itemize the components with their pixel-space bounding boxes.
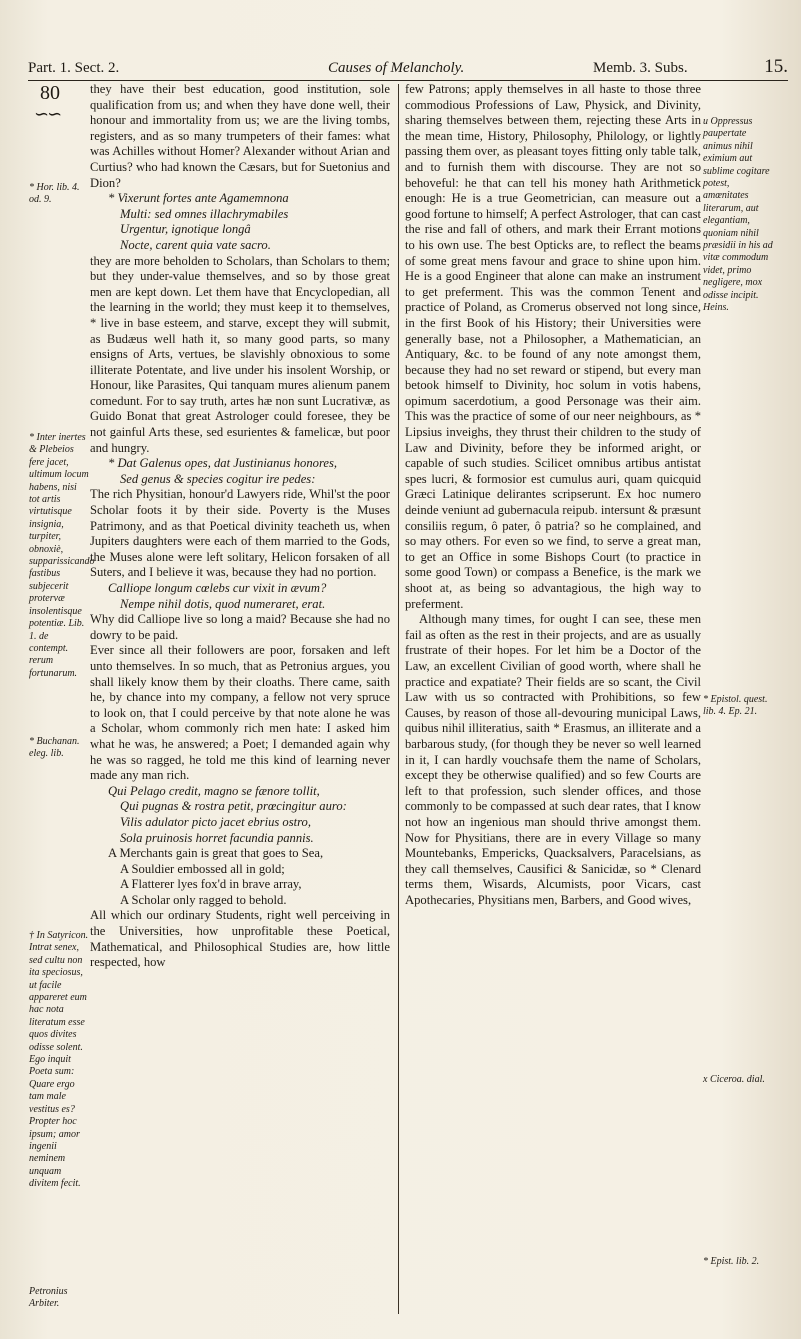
verse-line: Nocte, carent quia vate sacro. [120, 237, 271, 252]
verse-line: Nempe nihil dotis, quod numeraret, erat. [120, 596, 326, 611]
header-title: Causes of Melancholy. [328, 60, 465, 76]
verse-line: A Flatterer lyes fox'd in brave array, [120, 877, 302, 892]
verse-line: * Vixerunt fortes ante Agamemnona [108, 191, 289, 206]
verse-line: Sola pruinosis horret facundia pannis. [120, 830, 314, 845]
paragraph: The rich Physitian, honour'd Lawyers ride, Whil'st the poor Scholar foots it by their side. Poverty is the Muses Patrimony, and as that Poetical divinity teacheth us, when Jupiters daughters were each of them married to the Gods, the Muses alone were left solitary, Helicon forsaken of all Suters, and I believe it was, because they had no portion. [90, 487, 390, 580]
left-column [90, 82, 390, 971]
column-divider [398, 84, 399, 1314]
verse-line: Urgentur, ignotique longâ [120, 222, 251, 237]
paragraph: they have their best education, good institution, sole qualification from us; and when they have done well, their honour and immortality from us; we are the living tombs, registers, and as so many trumpeters of their fames: what was Achilles without Homer? Alexander without Arian and Curtius? who had known the Cæsars, but for Suetonius and Dion? [90, 82, 390, 190]
right-column [405, 82, 701, 908]
margin-note: * Inter inertes & Plebeios fere jacet, ultimum locum habens, nisi tot artis virtutisque insignia, turpiter, obnoxiè, supparissicando fastibus subjecerit protervæ insolentisque potentiæ. Lib. 1. de contempt. rerum fortunarum. [29, 432, 95, 679]
header-member: Memb. 3. Subs. [593, 60, 688, 76]
paragraph: All which our ordinary Students, right well perceiving in the Universities, how unprofitable these Poetical, Mathematical, and Philosophical Studies are, how little respected, how [90, 908, 390, 970]
margin-note: u Oppressus paupertate animus nihil eximium aut sublime cogitare potest, amœnitates literarum, aut elegantiam, quoniam nihil præsidii in his ad vitæ commodum videt, primo negligere, mox odisse incipit. Heins. [703, 116, 773, 314]
margin-note: Petronius Arbiter. [29, 1286, 68, 1310]
paragraph: they are more beholden to Scholars, than Scholars to them; but they under-value themselves, and so by those great men are kept down. Let them have that Encyclopedian, all the learning in the world; they must keep it to themselves, * live in base esteem, and starve, except they will submit, as Budæus well hath it, so many good parts, so many ensigns of Arts, vertues, be slavishly obnoxious to some illiterate Potentate, and live under his insolent Worship, or Honour, like Parasites, Qui tanquam mures alienum panem comedunt. For to say truth, artes hæ non sunt Lucrativæ, as Guido Bonat that great Astrologer could foresee, they be not gainful Arts these, sed esurientes & famelicæ, but poor and hungry. [90, 253, 390, 455]
verse-line: Calliope longum cœlebs cur vixit in ævum? [108, 581, 327, 595]
margin-note: * Hor. lib. 4. od. 9. [29, 182, 80, 206]
margin-note: x Ciceroa. dial. [703, 1074, 765, 1085]
verse-line: A Merchants gain is great that goes to Sea, [108, 846, 324, 861]
verse-line: A Scholar only ragged to behold. [120, 892, 287, 907]
section-number: 80 [40, 82, 60, 104]
paragraph: Why did Calliope live so long a maid? Because she had no dowry to be paid. [90, 612, 390, 642]
header-page-number: 15. [764, 56, 788, 77]
verse-line: Sed genus & species cogitur ire pedes: [120, 471, 316, 486]
margin-note: † In Satyricon. Intrat senex, sed cultu non ita speciosus, ut facile appareret eum hac nota literatum esse quos divites odisse solent. Ego inquit Poeta sum: Quare ergo tam male vestitus es? Propter hoc ipsum; amor ingenii neminem unquam divitem fecit. [29, 930, 89, 1190]
running-header [28, 58, 788, 81]
margin-note: * Epist. lib. 2. [703, 1256, 760, 1267]
verse-line: * Dat Galenus opes, dat Justinianus honores, [108, 456, 338, 471]
margin-note: * Buchanan. eleg. lib. [29, 736, 80, 760]
paragraph: few Patrons; apply themselves in all haste to those three commodious Professions of Law, Physick, and Divinity, sharing themselves between them, rejecting these Arts in the mean time, History, Philosophy, Philology, or lightly passing them over, as pleasant toyes fitting only table talk, and to furnish them with discourse. They are not so behoveful: he that can tell his money hath Arithmetick enough: He is a true Geometrician, can measure out a good fortune to himself; A perfect Astrologer, that can cast the rise and fall of others, and mark their Errant motions to his own use. The best Opticks are, to reflect the beams of some great mens favour and grace to shine upon him. He is a good Engineer that alone can make an instrument to get preferment. This was the common Tenent and practice of Poland, as Cromerus observed not long since, in the first Book of his History; their Universities were generally base, not a Philosopher, a Mathematician, an Antiquary, &c. to be found of any note amongst them, because they had no set reward or stipend, but every man betook himself to Divinity, hoc solum in votis habens, opimum sacerdotium, a good Personage was their aim. This was the practice of some of our neer neighbours, as * Lipsius inveighs, they thrust their children to the study of Law and Divinity, before they be informed aright, or capable of such studies. Scilicet omnibus artibus antistat spes lucri, & formosior est cumulus auri, quam quicquid Græci Latinique delirantes scripserunt. Ex hoc numero deinde veniunt ad gubernacula reipub. intersunt & præsunt consiliis regum, ô pater, ô patria? so he complained, and so may others. For even so we find, to serve a great man, to get an Office in some Bishops Court (to practice in some good Town) or compass a Benefice, is the mark we shoot at, as being so advantagious, the high way to preferment. [405, 82, 701, 611]
verse-line: Qui Pelago credit, magno se fænore tollit, [108, 783, 320, 798]
verse-line: A Souldier embossed all in gold; [120, 861, 285, 876]
paragraph: Although many times, for ought I can see, these men fail as often as the rest in their projects, and are as usually frustrate of their hopes. For let him be a Doctor of the Law, an excellent Civilian of good worth, where shall he practice and expatiate? Their fields are so scant, the Civil Law with us so contracted with Prohibitions, so few Causes, by reason of those all-devouring municipal Laws, quibus nihil illiteratius, saith * Erasmus, an illiterate and a barbarous study, (for though they be never so well learned in it, I can hardly vouchsafe them the name of Scholars, except they be otherwise qualified) and so few Courts are left to that profession, such slender offices, and those commonly to be compassed at such dear rates, that I know not how an ingenious man should thrive amongst them. Now for Physitians, there are in every Village so many Mountebanks, Empericks, Quacksalvers, Paracelsians, as they call themselves, Causifici & Sanicidæ, so * Clenard terms them, Wisards, Alcumists, poor Vicars, cast Apothecaries, Physitians men, Barbers, and Good wives, [405, 612, 701, 907]
decorative-ornament-icon: ∽∽ [34, 104, 61, 124]
verse-line: Qui pugnas & rostra petit, prœcingitur auro: [120, 799, 347, 814]
verse-line: Vilis adulator picto jacet ebrius ostro, [120, 814, 311, 829]
margin-note: * Epistol. quest. lib. 4. Ep. 21. [703, 694, 768, 718]
verse-line: Multi: sed omnes illachrymabiles [120, 206, 289, 221]
paragraph: Ever since all their followers are poor, forsaken and left unto themselves. In so much, that as Petronius argues, you shall likely know them by their cloaths. There came, saith he, by chance into my company, a fellow not very spruce to look on, that I could perceive by that note alone he was a Scholar, whom commonly rich men hate: I asked him what he was, he answered; a Poet; I demanded again why he was so ragged, he told me this kind of learning never made any man rich. [90, 643, 390, 783]
header-part: Part. 1. Sect. 2. [28, 60, 120, 76]
